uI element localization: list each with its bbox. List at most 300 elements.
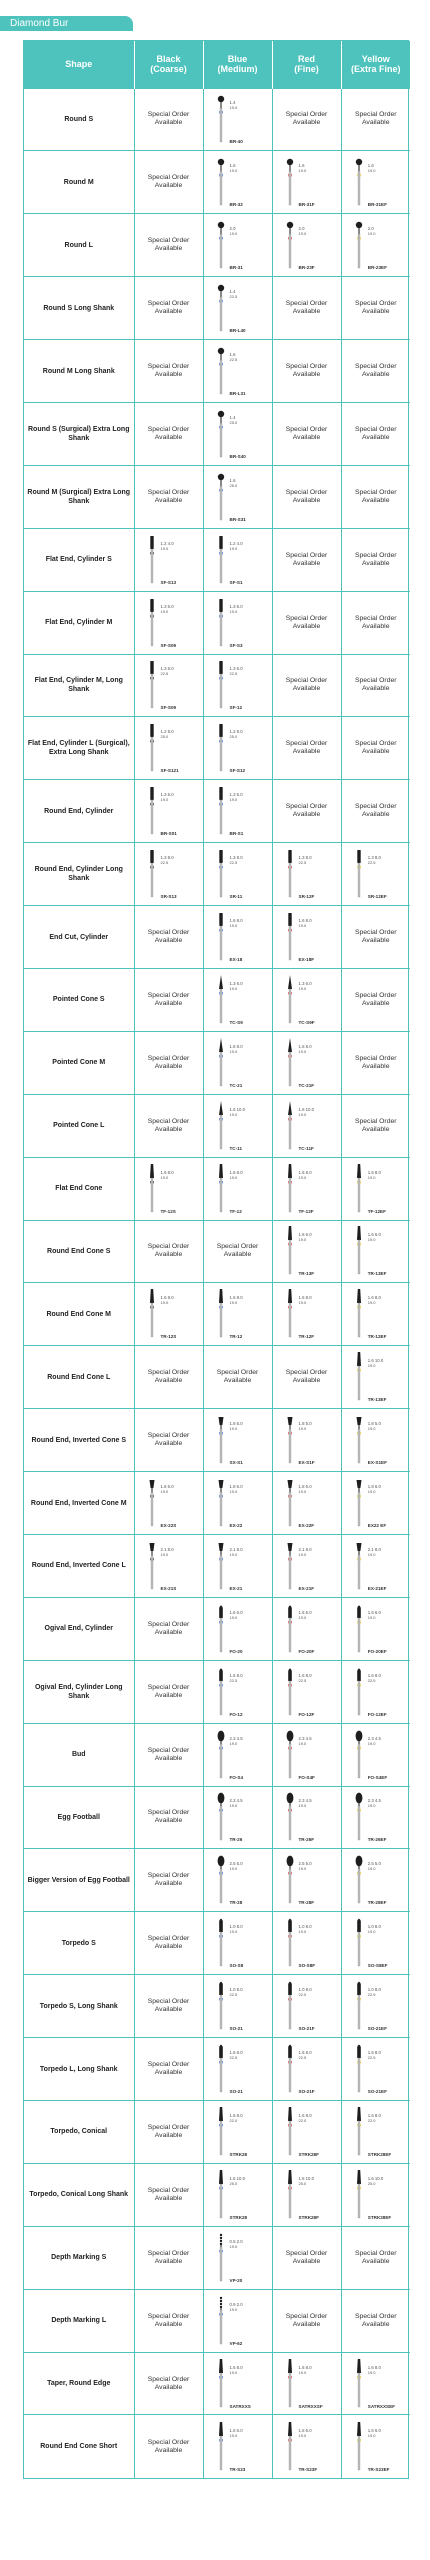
bur-code: STRK28EF [367, 2214, 392, 2220]
cell-yellow [341, 1849, 410, 1912]
cell-black [134, 340, 203, 403]
bur-size-value: 1.6 6.0 [367, 1232, 381, 1238]
cell-red [272, 2415, 341, 2478]
cell-blue [203, 2289, 272, 2352]
bur-length-value: 19.0 [229, 1174, 238, 1180]
bur-drawing-icon [214, 2233, 228, 2283]
bur-drawing-icon [352, 157, 366, 207]
bur-size-value: 1.6 6.0 [367, 1609, 381, 1615]
shape-name: Torpedo, Conical [24, 2101, 134, 2164]
cell-black [134, 1723, 203, 1786]
bur-code: EX-21 [229, 1585, 243, 1591]
cell-black [134, 1660, 203, 1723]
bur-size-value: 2.3 4.5 [367, 1798, 381, 1804]
bur-spec [368, 2428, 381, 2438]
bur-length-value: 22.0 [367, 2117, 376, 2123]
bur-spec [230, 2176, 246, 2186]
bur-length-value: 19.0 [229, 2306, 238, 2312]
bur-spec [368, 1484, 381, 1494]
bur-spec [299, 2428, 312, 2438]
header-black: Black (Coarse) [134, 41, 203, 88]
cell-black [134, 277, 203, 340]
bur-code: TR-28F [298, 1900, 315, 1906]
shape-name: Round End, Cylinder Long Shank [24, 843, 134, 906]
bur-product [208, 470, 268, 524]
bur-size-value: 1.3 6.0 [160, 666, 174, 672]
bur-spec [299, 1295, 312, 1305]
bur-spec [368, 1861, 381, 1871]
bur-spec [230, 1107, 246, 1117]
bur-size-value: 1.3 8.0 [160, 855, 174, 861]
bur-size-value: 1.0 8.0 [229, 1924, 243, 1930]
cell-blue [203, 1283, 272, 1346]
bur-drawing-icon [352, 1730, 366, 1780]
bur-code: STRK28 [229, 2151, 248, 2157]
table-row [24, 2289, 410, 2352]
special-order-text: Special Order Available [147, 300, 190, 316]
bur-length-value: 19.0 [229, 1426, 238, 1432]
shape-name: Round M Long Shank [24, 340, 134, 403]
bur-spec [161, 1170, 174, 1180]
cell-yellow [341, 2101, 410, 2164]
table-row [24, 1660, 410, 1723]
bur-length-value: 19.0 [298, 1614, 307, 1620]
cell-black [134, 1094, 203, 1157]
cell-blue [203, 1031, 272, 1094]
bur-product [208, 1476, 268, 1530]
shape-name: Round End Cone M [24, 1283, 134, 1346]
cell-blue [203, 2226, 272, 2289]
bur-product [277, 1162, 337, 1216]
special-order-text: Special Order Available [354, 363, 397, 378]
cell-blue [203, 1912, 272, 1975]
cell-yellow [341, 717, 410, 780]
bur-length-value: 22.5 [298, 1677, 307, 1683]
bur-size-value: 1.6 8.0 [298, 1295, 312, 1301]
cell-red [272, 717, 341, 780]
bur-length-value: 19.0 [298, 1551, 307, 1557]
bur-code: FO-S4EF [367, 1774, 388, 1780]
bur-drawing-icon [283, 1981, 297, 2031]
special-order-text: Special Order Available [354, 2249, 397, 2265]
bur-length-value: 19.0 [229, 2432, 238, 2438]
bur-product [346, 1853, 406, 1907]
table-row [24, 1723, 410, 1786]
bur-drawing-icon [214, 1667, 228, 1717]
bur-size-value: 1.6 8.0 [229, 1295, 243, 1301]
cell-black [134, 1157, 203, 1220]
bur-code: TF-12F [298, 1208, 314, 1214]
bur-product [346, 1476, 406, 1530]
bur-length-value: 19.0 [298, 1489, 307, 1495]
bur-product [346, 1224, 406, 1278]
cell-yellow [341, 528, 410, 591]
table-row [24, 1786, 410, 1849]
shape-name: Flat End, Cylinder S [24, 528, 134, 591]
bur-drawing-icon [214, 598, 228, 648]
bur-size-value: 1.3 6.0 [160, 603, 174, 609]
cell-red [272, 1849, 341, 1912]
cell-red [272, 2289, 341, 2352]
shape-name: Taper, Round Edge [24, 2352, 134, 2415]
bur-product [139, 784, 199, 838]
bur-spec [299, 2050, 312, 2060]
cell-yellow [341, 2226, 410, 2289]
bur-product [346, 1790, 406, 1844]
bur-length-value: 19.0 [229, 1614, 238, 1620]
cell-blue [203, 1786, 272, 1849]
cell-red [272, 2226, 341, 2289]
bur-product [346, 1287, 406, 1341]
cell-blue [203, 717, 272, 780]
cell-blue [203, 1409, 272, 1472]
special-order-text: Special Order Available [147, 991, 190, 1007]
cell-yellow [341, 1912, 410, 1975]
bur-drawing-icon [352, 2170, 366, 2220]
bur-product [277, 2357, 337, 2411]
bur-size-value: 1.6 6.0 [298, 2427, 312, 2433]
bur-code: TC-S9 [229, 1019, 243, 1025]
shape-name: Round End Cone L [24, 1346, 134, 1409]
bur-drawing-icon [352, 2044, 366, 2094]
bur-drawing-icon [283, 975, 297, 1025]
bur-length-value: 19.0 [160, 545, 169, 551]
bur-code: STRK28F [298, 2214, 319, 2220]
cell-red [272, 591, 341, 654]
bur-size-value: 1.6 6.0 [298, 1609, 312, 1615]
bur-size-value: 1.6 8.0 [367, 2112, 381, 2118]
special-order-text: Special Order Available [147, 1935, 190, 1951]
bur-drawing-icon [145, 1478, 159, 1528]
bur-drawing-icon [352, 2107, 366, 2157]
bur-drawing-icon [214, 1289, 228, 1339]
cell-red [272, 465, 341, 528]
bur-length-value: 22.5 [367, 1992, 376, 1998]
bur-drawing-icon [283, 2107, 297, 2157]
bur-product [208, 218, 268, 272]
cell-red [272, 1660, 341, 1723]
bur-product [208, 910, 268, 964]
table-header [24, 41, 410, 88]
bur-drawing-icon [214, 1541, 228, 1591]
bur-length-value: 19.0 [229, 2369, 238, 2375]
bur-size-value: 1.2 4.0 [160, 540, 174, 546]
bur-drawing-icon [283, 1918, 297, 1968]
bur-product [208, 533, 268, 587]
bur-code: SO-21EF [367, 2026, 387, 2032]
cell-yellow [341, 402, 410, 465]
bur-spec [368, 1547, 381, 1557]
bur-spec [299, 1547, 312, 1557]
bur-size-value: 1.6 8.0 [160, 1295, 174, 1301]
bur-spec [368, 1232, 381, 1242]
bur-drawing-icon [283, 2170, 297, 2220]
special-order-text: Special Order Available [147, 1054, 190, 1070]
special-order-text: Special Order Available [285, 614, 328, 630]
shape-name: Torpedo L, Long Shank [24, 2038, 134, 2101]
bur-code: SATRXXSEF [367, 2403, 395, 2409]
table-row [24, 1031, 410, 1094]
bur-size-value: 1.0 8.0 [229, 1987, 243, 1993]
bur-length-value: 19.0 [229, 231, 238, 237]
cell-yellow [341, 1346, 410, 1409]
shape-name: Ogival End, Cylinder [24, 1597, 134, 1660]
bur-length-value: 19.0 [229, 985, 238, 991]
bur-length-value: 19.0 [367, 1551, 376, 1557]
special-order-text: Special Order Available [147, 2186, 190, 2202]
bur-code: TR-12EF [367, 1334, 387, 1340]
bur-drawing-icon [283, 1164, 297, 1214]
special-order-text: Special Order Available [147, 425, 190, 441]
bur-length-value: 19.0 [298, 1174, 307, 1180]
bur-size-value: 1.3 8.0 [298, 855, 312, 861]
bur-drawing-icon [352, 1792, 366, 1842]
bur-product [277, 1916, 337, 1970]
table-row [24, 528, 410, 591]
bur-code: FO-S4F [298, 1774, 315, 1780]
bur-length-value: 19.0 [367, 1174, 376, 1180]
bur-product [208, 344, 268, 398]
bur-length-value: 22.5 [229, 671, 238, 677]
bur-length-value: 19.0 [298, 1300, 307, 1306]
bur-code: SR-12EF [367, 894, 387, 900]
bur-product [139, 1476, 199, 1530]
cell-yellow [341, 1723, 410, 1786]
bur-product [346, 218, 406, 272]
bur-code: SR-S13 [160, 894, 177, 900]
bur-code: EX-22S [160, 1523, 177, 1529]
bur-length-value: 22.5 [229, 357, 238, 362]
bur-code: SO-21F [298, 2089, 315, 2095]
bur-product [208, 2042, 268, 2096]
bur-product [208, 1162, 268, 1216]
special-order-text: Special Order Available [147, 237, 190, 253]
bur-product [208, 2168, 268, 2222]
bur-spec [161, 666, 174, 676]
bur-code: TR-26F [298, 1837, 315, 1843]
cell-black [134, 528, 203, 591]
cell-yellow [341, 2163, 410, 2226]
cell-yellow [341, 214, 410, 277]
bur-product [346, 1413, 406, 1467]
cell-red [272, 1912, 341, 1975]
bur-spec [299, 1232, 312, 1242]
cell-black [134, 465, 203, 528]
cell-red [272, 88, 341, 151]
bur-drawing-icon [145, 1289, 159, 1339]
bur-spec [368, 2113, 381, 2123]
bur-drawing-icon [145, 660, 159, 710]
cell-blue [203, 2038, 272, 2101]
special-order-text: Special Order Available [147, 1117, 190, 1133]
bur-spec [299, 1044, 312, 1054]
cell-yellow [341, 88, 410, 151]
shape-name: Egg Football [24, 1786, 134, 1849]
bur-drawing-icon [214, 1164, 228, 1214]
bur-size-value: 2.3 4.5 [367, 1735, 381, 1741]
cell-yellow [341, 1157, 410, 1220]
bur-length-value: 19.0 [229, 608, 238, 614]
cell-yellow [341, 1975, 410, 2038]
special-order-text: Special Order Available [147, 1872, 190, 1888]
bur-spec [230, 1170, 243, 1180]
bur-drawing-icon [214, 220, 228, 270]
shape-name: Pointed Cone S [24, 968, 134, 1031]
bur-drawing-icon [283, 2044, 297, 2094]
bur-code: SF-12 [229, 705, 243, 711]
shape-name: Round End, Inverted Cone L [24, 1534, 134, 1597]
special-order-text: Special Order Available [216, 1243, 259, 1259]
bur-drawing-icon [283, 1478, 297, 1528]
bur-spec [299, 1484, 312, 1494]
bur-spec [368, 226, 376, 236]
bur-length-value: 19.0 [298, 231, 307, 237]
special-order-text: Special Order Available [147, 2061, 190, 2077]
bur-product [277, 847, 337, 901]
bur-length-value: 19.0 [229, 1048, 238, 1054]
bur-product [277, 1099, 337, 1153]
bur-drawing-icon [214, 660, 228, 710]
bur-code: SATRXXS [229, 2403, 251, 2409]
cell-yellow [341, 1220, 410, 1283]
bur-code: BR-L40 [229, 328, 246, 334]
bur-size-value: 1.6 10.0 [298, 2175, 315, 2181]
bur-length-value: 22.5 [298, 2055, 307, 2061]
bur-drawing-icon [214, 1101, 228, 1151]
bur-code: FO-12EF [367, 1711, 387, 1717]
cell-red [272, 1786, 341, 1849]
bur-size-value: 1.6 10.0 [367, 1358, 384, 1364]
cell-yellow [341, 968, 410, 1031]
bur-spec [230, 1987, 243, 1997]
cell-blue [203, 1094, 272, 1157]
special-order-text: Special Order Available [147, 488, 190, 504]
cell-red [272, 214, 341, 277]
bur-product [277, 1476, 337, 1530]
bur-product [139, 1539, 199, 1593]
bur-spec [299, 226, 307, 236]
bur-product [139, 1287, 199, 1341]
shape-name: Flat End, Cylinder M [24, 591, 134, 654]
table-row [24, 2226, 410, 2289]
bur-length-value: 22.5 [298, 1992, 307, 1998]
bur-drawing-icon [352, 1667, 366, 1717]
cell-black [134, 717, 203, 780]
special-order-text: Special Order Available [147, 111, 190, 127]
bur-code: EX-21EF [367, 1585, 387, 1591]
bur-drawing-icon [352, 1981, 366, 2031]
bur-code: FO-12F [298, 1711, 315, 1717]
bur-length-value: 19.0 [367, 1803, 376, 1809]
bur-spec [230, 1421, 243, 1431]
cell-black [134, 1597, 203, 1660]
bur-code: TR-S23F [298, 2466, 318, 2472]
bur-code: FO-20F [298, 1648, 315, 1654]
bur-code: FO-20EF [367, 1648, 387, 1654]
bur-product [139, 847, 199, 901]
cell-red [272, 1723, 341, 1786]
cell-black [134, 1786, 203, 1849]
shape-name: Round S (Surgical) Extra Long Shank [24, 402, 134, 465]
bur-code: VP-62 [229, 2340, 243, 2346]
bur-size-value: 1.6 8.0 [229, 2364, 243, 2370]
bur-length-value: 19.0 [298, 1803, 307, 1809]
bur-length-value: 19.0 [229, 2243, 238, 2249]
cell-black [134, 1534, 203, 1597]
cell-black [134, 88, 203, 151]
shape-name: Round End Cone S [24, 1220, 134, 1283]
cell-yellow [341, 843, 410, 906]
special-order-text: Special Order Available [285, 363, 328, 378]
bur-drawing-icon [214, 723, 228, 773]
table-row [24, 277, 410, 340]
bur-length-value: 19.0 [160, 1174, 169, 1180]
bur-product [208, 1602, 268, 1656]
bur-size-value: 1.0 8.0 [298, 1924, 312, 1930]
shape-name: Flat End Cone [24, 1157, 134, 1220]
bur-size-value: 1.6 [229, 163, 236, 169]
bur-length-value: 19.0 [229, 105, 238, 111]
cell-red [272, 1220, 341, 1283]
bur-code: TR-12F [298, 1334, 315, 1340]
bur-product [208, 596, 268, 650]
bur-code: TC-21 [229, 1082, 243, 1088]
cell-black [134, 968, 203, 1031]
bur-spec [230, 226, 238, 236]
bur-size-value: 1.6 8.0 [298, 918, 312, 924]
cell-black [134, 1346, 203, 1409]
bur-size-value: 1.6 8.0 [367, 2364, 381, 2370]
bur-length-value: 25.0 [229, 482, 238, 488]
bur-size-value: 1.6 8.0 [367, 1672, 381, 1678]
bur-spec [368, 1610, 381, 1620]
bur-spec [161, 792, 174, 802]
bur-product [277, 2420, 337, 2474]
bur-code: FO-20 [229, 1648, 243, 1654]
bur-product [277, 1665, 337, 1719]
bur-code: EX-22F [298, 1523, 315, 1529]
bur-spec [230, 541, 243, 551]
bur-drawing-icon [352, 1855, 366, 1905]
shape-name: Round End, Cylinder [24, 780, 134, 843]
bur-drawing-icon [352, 2422, 366, 2472]
bur-drawing-icon [214, 1981, 228, 2031]
bur-size-value: 2.0 [367, 226, 374, 232]
table-row [24, 968, 410, 1031]
bur-product [277, 1539, 337, 1593]
special-order-text: Special Order Available [285, 740, 328, 756]
bur-drawing-icon [283, 2359, 297, 2409]
bur-spec [230, 1736, 243, 1746]
bur-size-value: 2.1 8.0 [367, 1546, 381, 1552]
special-order-text: Special Order Available [147, 2312, 190, 2328]
cell-black [134, 843, 203, 906]
bur-length-value: 22.5 [229, 860, 238, 866]
cell-blue [203, 2352, 272, 2415]
bur-spec [230, 100, 238, 110]
bur-spec [299, 1107, 315, 1117]
table-row [24, 465, 410, 528]
bur-size-value: 0.9 2.0 [229, 2301, 243, 2307]
special-order-text: Special Order Available [147, 2438, 190, 2454]
bur-spec [299, 1987, 312, 1997]
cell-black [134, 151, 203, 214]
bur-length-value: 19.0 [367, 168, 376, 174]
bur-drawing-icon [352, 1352, 366, 1402]
bur-size-value: 1.8 6.0 [160, 1484, 174, 1490]
cell-yellow [341, 1094, 410, 1157]
cell-yellow [341, 2352, 410, 2415]
